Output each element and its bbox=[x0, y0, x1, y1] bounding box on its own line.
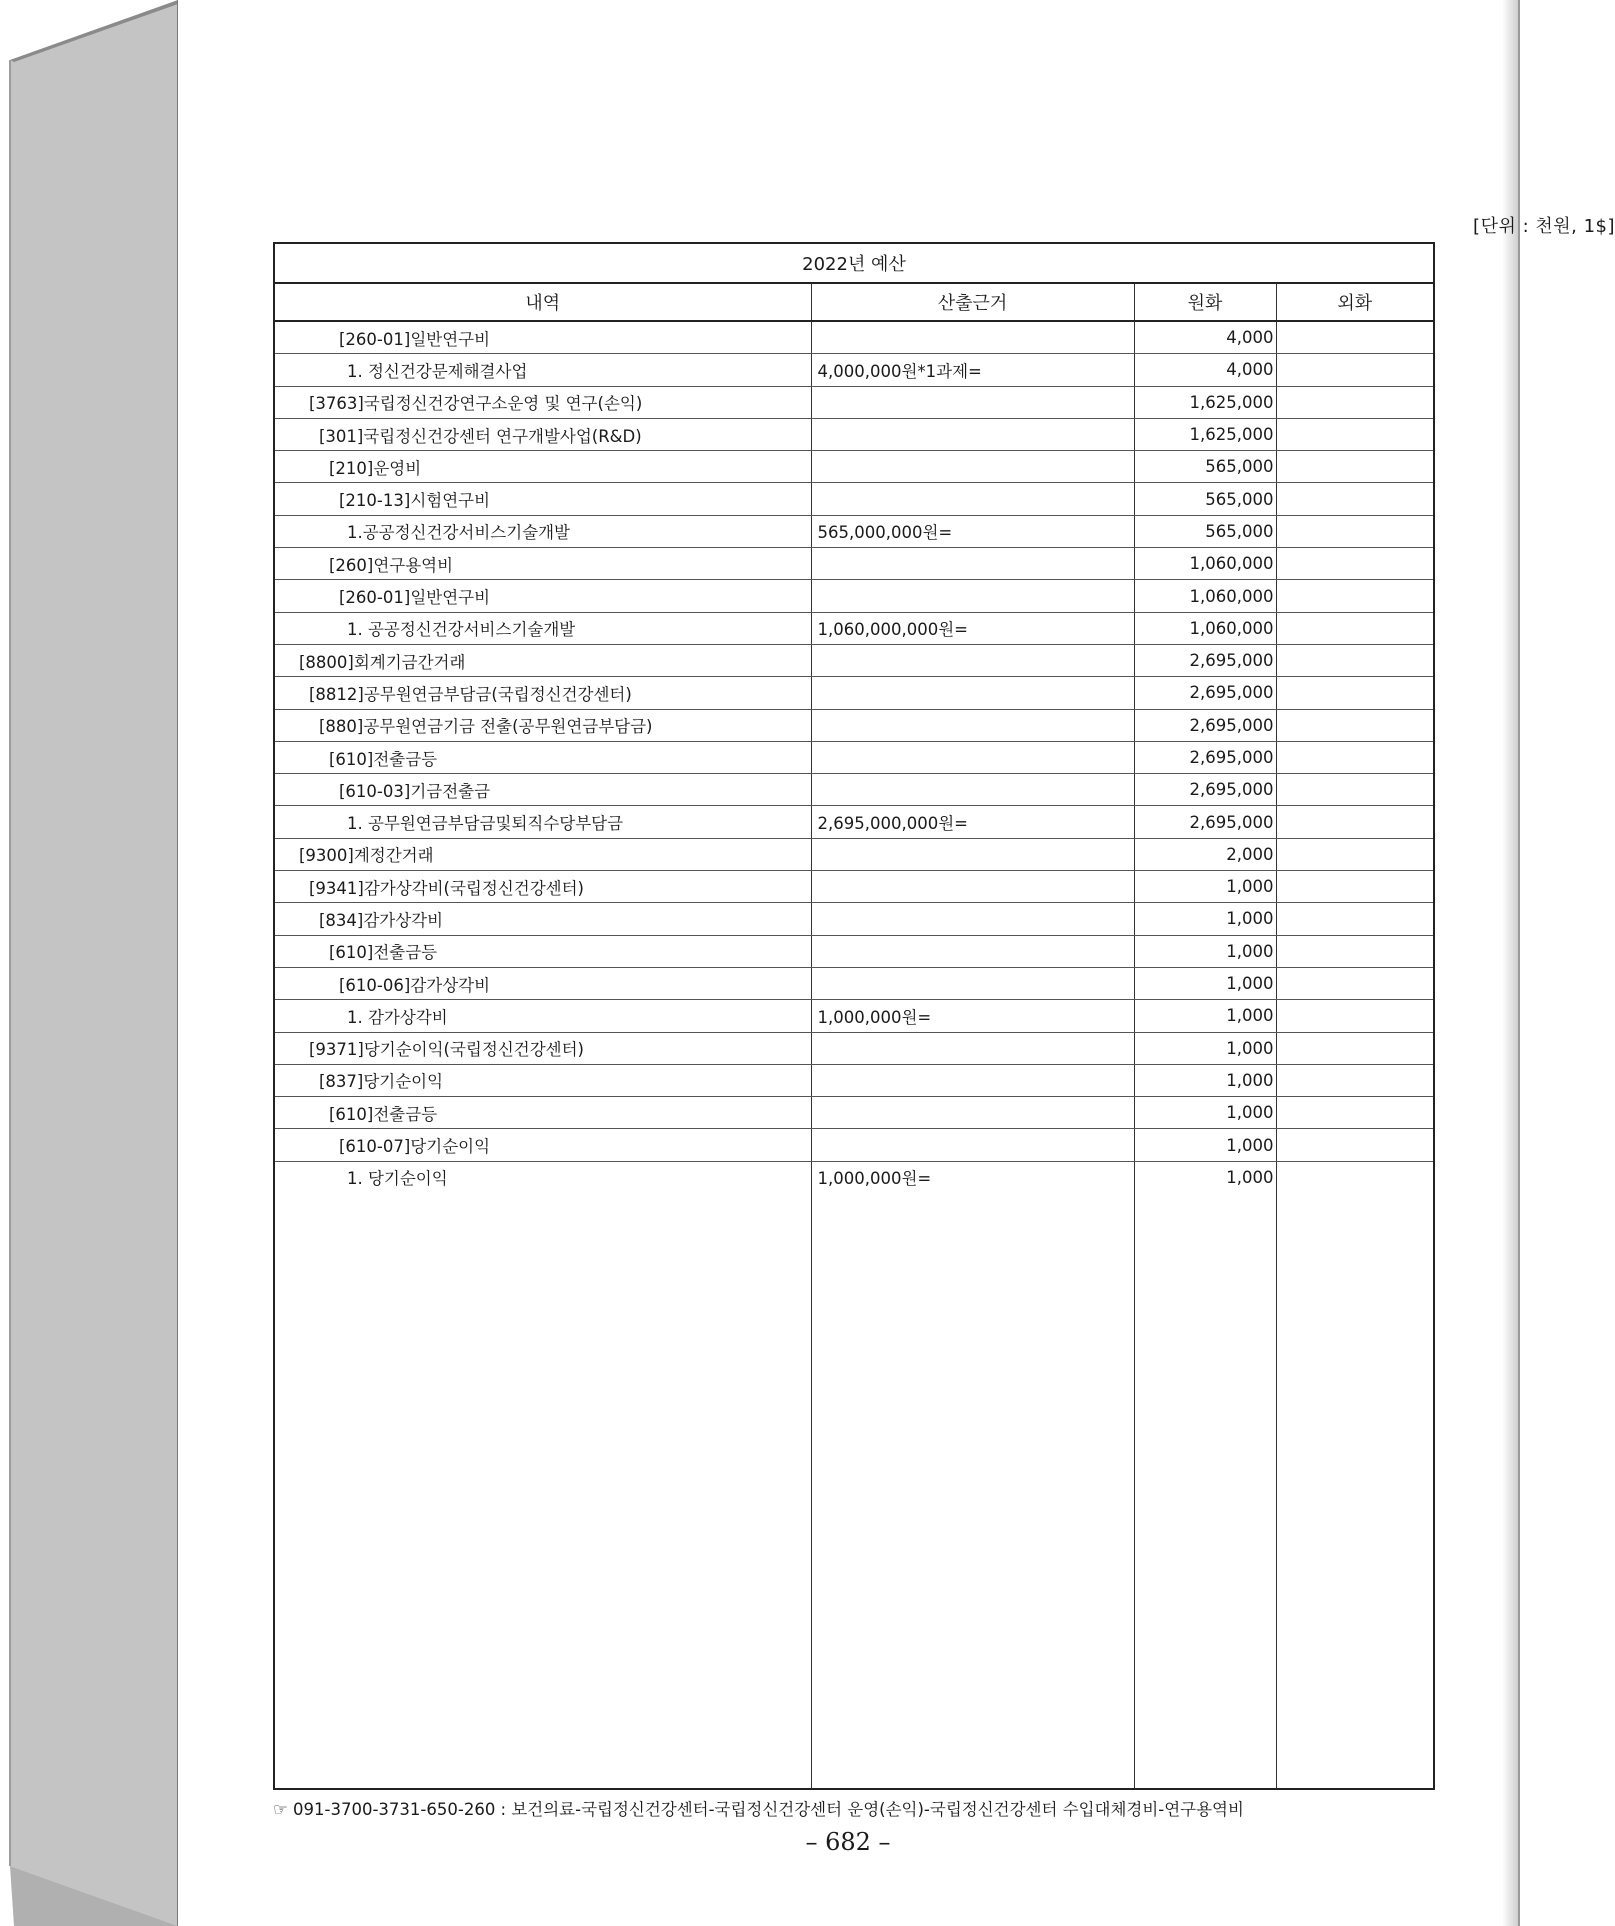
row-amount-krw: 4,000 bbox=[1134, 354, 1276, 386]
table-row bbox=[275, 515, 1433, 547]
table-row bbox=[275, 774, 1433, 806]
account-code-footnote: ☞ 091-3700-3731-650-260 : 보건의료-국립정신건강센터-국립정신건강센터 운영(손익)-국립정신건강센터 수입대체경비-연구용역비 bbox=[273, 1800, 1244, 1819]
header-basis: 산출근거 bbox=[811, 283, 1134, 321]
table-row bbox=[275, 1129, 1433, 1161]
row-description: 1. 공무원연금부담금및퇴직수당부담금 bbox=[275, 806, 811, 838]
row-amount-krw: 2,695,000 bbox=[1134, 806, 1276, 838]
table-row bbox=[275, 644, 1433, 676]
row-amount-foreign bbox=[1276, 935, 1433, 967]
row-amount-krw: 2,695,000 bbox=[1134, 644, 1276, 676]
row-calculation-basis: 1,060,000,000원= bbox=[811, 612, 1134, 644]
row-amount-foreign bbox=[1276, 709, 1433, 741]
row-description: 1. 정신건강문제해결사업 bbox=[275, 354, 811, 386]
row-amount-krw: 1,000 bbox=[1134, 1000, 1276, 1032]
table-row bbox=[275, 677, 1433, 709]
row-amount-foreign bbox=[1276, 548, 1433, 580]
row-amount-foreign bbox=[1276, 903, 1433, 935]
row-amount-foreign bbox=[1276, 806, 1433, 838]
row-description: [260]연구용역비 bbox=[275, 548, 1134, 580]
table-row bbox=[275, 451, 1433, 483]
row-amount-krw: 1,060,000 bbox=[1134, 612, 1276, 644]
row-description: [610]전출금등 bbox=[275, 1097, 1134, 1129]
row-calculation-basis: 2,695,000,000원= bbox=[811, 806, 1134, 838]
table-row bbox=[275, 1064, 1433, 1096]
row-description: [260-01]일반연구비 bbox=[275, 321, 1134, 354]
row-description: [8800]회계기금간거래 bbox=[275, 644, 1134, 676]
row-amount-krw: 1,060,000 bbox=[1134, 548, 1276, 580]
row-amount-krw: 2,695,000 bbox=[1134, 741, 1276, 773]
row-calculation-basis: 1,000,000원= bbox=[811, 1000, 1134, 1032]
table-row bbox=[275, 935, 1433, 967]
page-number: – 682 – bbox=[805, 1828, 891, 1856]
row-amount-krw: 1,000 bbox=[1134, 903, 1276, 935]
row-amount-foreign bbox=[1276, 321, 1433, 354]
row-amount-krw: 565,000 bbox=[1134, 515, 1276, 547]
row-amount-foreign bbox=[1276, 774, 1433, 806]
book-spine bbox=[0, 0, 200, 1926]
row-amount-foreign bbox=[1276, 580, 1433, 612]
row-description: [610]전출금등 bbox=[275, 935, 1134, 967]
row-amount-foreign bbox=[1276, 612, 1433, 644]
row-amount-krw: 1,000 bbox=[1134, 1161, 1276, 1193]
row-description: [610-03]기금전출금 bbox=[275, 774, 1134, 806]
row-description: [880]공무원연금기금 전출(공무원연금부담금) bbox=[275, 709, 1134, 741]
row-amount-foreign bbox=[1276, 644, 1433, 676]
row-amount-krw: 1,000 bbox=[1134, 1129, 1276, 1161]
budget-year-caption: 2022년 예산 bbox=[275, 244, 1433, 283]
row-amount-foreign bbox=[1276, 1097, 1433, 1129]
table-row bbox=[275, 580, 1433, 612]
table-row bbox=[275, 1000, 1433, 1032]
budget-table bbox=[275, 244, 1433, 1193]
row-description: [301]국립정신건강센터 연구개발사업(R&D) bbox=[275, 418, 1134, 450]
row-calculation-basis: 565,000,000원= bbox=[811, 515, 1134, 547]
table-row bbox=[275, 612, 1433, 644]
row-description: [3763]국립정신건강연구소운영 및 연구(손익) bbox=[275, 386, 1134, 418]
table-row bbox=[275, 321, 1433, 354]
table-row bbox=[275, 1097, 1433, 1129]
row-amount-foreign bbox=[1276, 838, 1433, 870]
table-row bbox=[275, 967, 1433, 999]
row-amount-foreign bbox=[1276, 483, 1433, 515]
row-calculation-basis: 4,000,000원*1과제= bbox=[811, 354, 1134, 386]
row-amount-krw: 565,000 bbox=[1134, 483, 1276, 515]
row-amount-foreign bbox=[1276, 354, 1433, 386]
row-amount-krw: 1,000 bbox=[1134, 871, 1276, 903]
table-row bbox=[275, 1032, 1433, 1064]
table-row bbox=[275, 418, 1433, 450]
row-description: [610-07]당기순이익 bbox=[275, 1129, 1134, 1161]
table-row bbox=[275, 741, 1433, 773]
row-amount-krw: 2,695,000 bbox=[1134, 709, 1276, 741]
table-row bbox=[275, 709, 1433, 741]
budget-rows bbox=[275, 321, 1433, 1193]
header-krw: 원화 bbox=[1134, 283, 1276, 321]
row-description: 1. 감가상각비 bbox=[275, 1000, 811, 1032]
table-row bbox=[275, 548, 1433, 580]
row-amount-foreign bbox=[1276, 1129, 1433, 1161]
row-description: [260-01]일반연구비 bbox=[275, 580, 1134, 612]
row-description: [837]당기순이익 bbox=[275, 1064, 1134, 1096]
table-row bbox=[275, 871, 1433, 903]
row-description: [210-13]시험연구비 bbox=[275, 483, 1134, 515]
row-amount-krw: 565,000 bbox=[1134, 451, 1276, 483]
table-row bbox=[275, 1161, 1433, 1193]
document-page bbox=[178, 0, 1615, 1926]
table-row bbox=[275, 483, 1433, 515]
row-amount-foreign bbox=[1276, 677, 1433, 709]
row-description: [9371]당기순이익(국립정신건강센터) bbox=[275, 1032, 1134, 1064]
table-row bbox=[275, 806, 1433, 838]
row-amount-foreign bbox=[1276, 515, 1433, 547]
row-amount-krw: 1,000 bbox=[1134, 967, 1276, 999]
row-amount-foreign bbox=[1276, 1161, 1433, 1193]
row-amount-krw: 1,000 bbox=[1134, 1097, 1276, 1129]
budget-table-frame bbox=[273, 242, 1435, 1790]
row-amount-krw: 1,000 bbox=[1134, 1032, 1276, 1064]
row-description: [610-06]감가상각비 bbox=[275, 967, 1134, 999]
table-row bbox=[275, 903, 1433, 935]
row-amount-foreign bbox=[1276, 1000, 1433, 1032]
row-calculation-basis: 1,000,000원= bbox=[811, 1161, 1134, 1193]
header-description: 내역 bbox=[275, 283, 811, 321]
row-amount-foreign bbox=[1276, 451, 1433, 483]
row-amount-krw: 1,000 bbox=[1134, 1064, 1276, 1096]
row-amount-krw: 2,695,000 bbox=[1134, 774, 1276, 806]
row-description: 1. 공공정신건강서비스기술개발 bbox=[275, 612, 811, 644]
row-amount-krw: 1,060,000 bbox=[1134, 580, 1276, 612]
row-amount-foreign bbox=[1276, 871, 1433, 903]
row-amount-foreign bbox=[1276, 386, 1433, 418]
row-description: [8812]공무원연금부담금(국립정신건강센터) bbox=[275, 677, 1134, 709]
row-amount-foreign bbox=[1276, 1032, 1433, 1064]
row-amount-foreign bbox=[1276, 741, 1433, 773]
row-description: 1.공공정신건강서비스기술개발 bbox=[275, 515, 811, 547]
row-description: [9300]계정간거래 bbox=[275, 838, 1134, 870]
table-row bbox=[275, 354, 1433, 386]
table-row bbox=[275, 838, 1433, 870]
row-description: [210]운영비 bbox=[275, 451, 1134, 483]
header-foreign: 외화 bbox=[1276, 283, 1433, 321]
row-description: [9341]감가상각비(국립정신건강센터) bbox=[275, 871, 1134, 903]
row-amount-krw: 2,695,000 bbox=[1134, 677, 1276, 709]
row-description: [610]전출금등 bbox=[275, 741, 1134, 773]
row-amount-krw: 1,625,000 bbox=[1134, 418, 1276, 450]
row-amount-krw: 1,000 bbox=[1134, 935, 1276, 967]
row-description: 1. 당기순이익 bbox=[347, 1169, 448, 1189]
page-edge-shadow bbox=[1502, 0, 1518, 1926]
unit-label: [단위 : 천원, 1$] bbox=[1473, 216, 1615, 237]
row-amount-foreign bbox=[1276, 1064, 1433, 1096]
row-amount-krw: 1,625,000 bbox=[1134, 386, 1276, 418]
row-description: [834]감가상각비 bbox=[275, 903, 1134, 935]
row-amount-krw: 2,000 bbox=[1134, 838, 1276, 870]
row-amount-krw: 4,000 bbox=[1134, 321, 1276, 354]
row-amount-foreign bbox=[1276, 418, 1433, 450]
row-amount-foreign bbox=[1276, 967, 1433, 999]
table-row bbox=[275, 386, 1433, 418]
